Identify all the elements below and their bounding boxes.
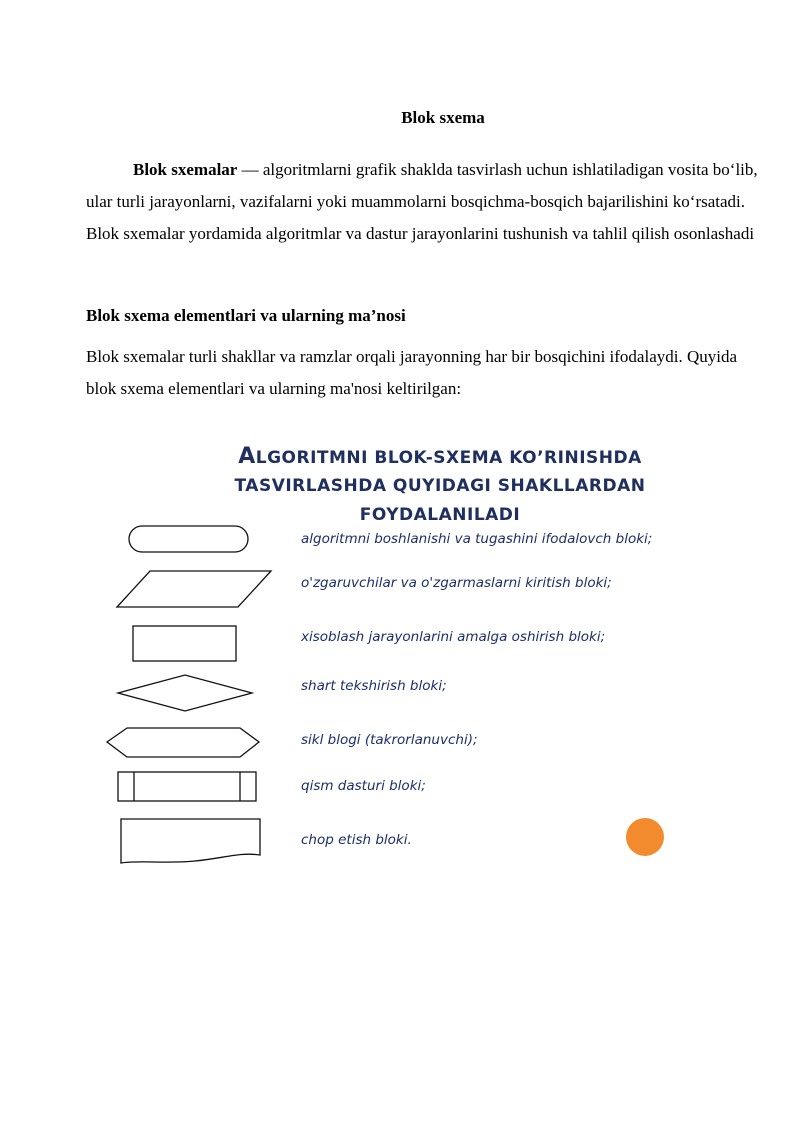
hexagon-shape <box>107 728 259 757</box>
section-heading: Blok sxema elementlari va ularning ma’nosi <box>86 306 406 325</box>
page-title: Blok sxema <box>401 108 485 127</box>
legend-label-terminal: algoritmni boshlanishi va tugashini ifodalovch bloki; <box>301 531 653 547</box>
document-shape <box>121 819 260 863</box>
rectangle-shape <box>133 626 236 661</box>
legend-label-output: chop etish bloki. <box>301 832 412 848</box>
legend-label-decision: shart tekshirish bloki; <box>301 678 447 694</box>
parallelogram-shape <box>117 571 271 607</box>
figure-title-line-1: ALGORITMNI BLOK-SXEMA KO’RINISHDA <box>238 444 642 469</box>
diamond-shape <box>118 675 252 711</box>
intro-paragraph <box>86 154 766 250</box>
legend-label-subroutine: qism dasturi bloki; <box>301 778 426 794</box>
figure-title-line-2: TASVIRLASHDA QUYIDAGI SHAKLLARDAN <box>234 476 646 496</box>
intro-term: Blok sxemalar <box>133 160 238 179</box>
legend-label-input: o'zgaruvchilar va o'zgarmaslarni kiritish bloki; <box>301 575 612 591</box>
orange-dot-decoration <box>626 818 664 856</box>
terminal-shape <box>129 526 248 552</box>
predefined-process-shape <box>118 772 256 801</box>
legend-label-process: xisoblash jarayonlarini amalga oshirish bloki; <box>301 629 606 645</box>
figure-title-line-3: FOYDALANILADI <box>359 505 521 525</box>
intro-text: — algoritmlarni grafik shaklda tasvirlash uchun ishlatiladigan vosita bo‘lib, ular turli jarayonlarni, vazifalarni yoki muammolarni bosqichma-bosqich bajarilishini ko‘rsatadi. Blok sxemalar yordamida algoritmlar va dastur jarayonlarini tushunish va tahlil qilish osonlashadi <box>86 160 758 243</box>
legend-label-loop: sikl blogi (takrorlanuvchi); <box>301 732 478 748</box>
section-paragraph: Blok sxemalar turli shakllar va ramzlar orqali jarayonning har bir bosqichini ifodalaydi. Quyida blok sxema elementlari va ularning ma'nosi keltirilgan: <box>86 347 738 398</box>
